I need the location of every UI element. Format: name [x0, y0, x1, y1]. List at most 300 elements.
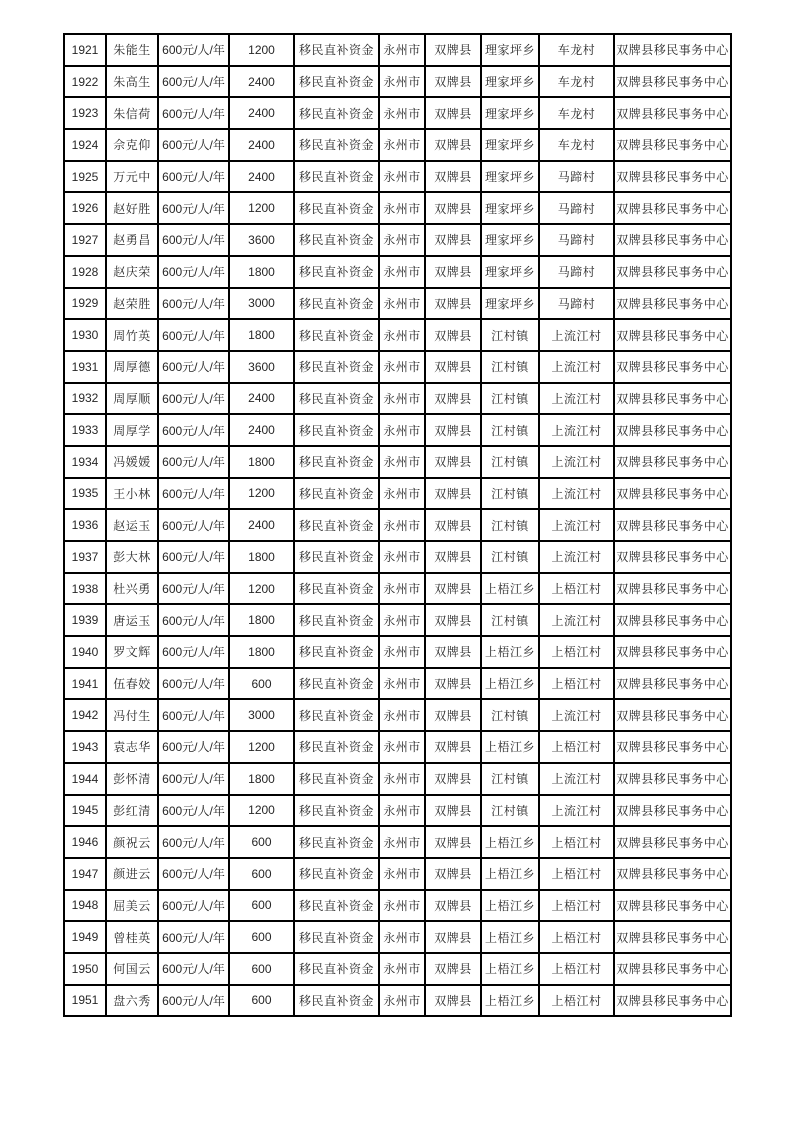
cell-city: 永州市: [379, 161, 425, 193]
table-row: [64, 351, 731, 383]
cell-person-name: 朱能生: [106, 34, 158, 66]
cell-serial-number: 1951: [64, 985, 106, 1017]
cell-person-name: 屈美云: [106, 890, 158, 922]
cell-city: 永州市: [379, 573, 425, 605]
cell-person-name: 彭怀清: [106, 763, 158, 795]
cell-subsidy-standard: 600元/人/年: [158, 668, 229, 700]
cell-village: 上流江村: [539, 604, 614, 636]
cell-serial-number: 1930: [64, 319, 106, 351]
cell-village: 马蹄村: [539, 192, 614, 224]
cell-subsidy-standard: 600元/人/年: [158, 288, 229, 320]
cell-serial-number: 1928: [64, 256, 106, 288]
cell-village: 上流江村: [539, 795, 614, 827]
cell-amount: 2400: [229, 414, 294, 446]
cell-fund-type: 移民直补资金: [294, 921, 379, 953]
cell-serial-number: 1943: [64, 731, 106, 763]
cell-agency: 双牌县移民事务中心: [614, 256, 731, 288]
cell-subsidy-standard: 600元/人/年: [158, 921, 229, 953]
cell-fund-type: 移民直补资金: [294, 795, 379, 827]
cell-serial-number: 1924: [64, 129, 106, 161]
cell-city: 永州市: [379, 604, 425, 636]
cell-city: 永州市: [379, 763, 425, 795]
cell-city: 永州市: [379, 414, 425, 446]
cell-city: 永州市: [379, 921, 425, 953]
cell-agency: 双牌县移民事务中心: [614, 288, 731, 320]
cell-serial-number: 1925: [64, 161, 106, 193]
cell-fund-type: 移民直补资金: [294, 636, 379, 668]
table-row: [64, 478, 731, 510]
cell-village: 马蹄村: [539, 161, 614, 193]
cell-township: 上梧江乡: [481, 858, 539, 890]
table-row: [64, 953, 731, 985]
cell-fund-type: 移民直补资金: [294, 383, 379, 415]
cell-amount: 1200: [229, 478, 294, 510]
cell-person-name: 唐运玉: [106, 604, 158, 636]
cell-person-name: 曾桂英: [106, 921, 158, 953]
cell-fund-type: 移民直补资金: [294, 256, 379, 288]
table-row: [64, 731, 731, 763]
cell-township: 上梧江乡: [481, 985, 539, 1017]
cell-agency: 双牌县移民事务中心: [614, 953, 731, 985]
cell-serial-number: 1934: [64, 446, 106, 478]
table-row: [64, 826, 731, 858]
cell-township: 江村镇: [481, 763, 539, 795]
cell-subsidy-standard: 600元/人/年: [158, 224, 229, 256]
cell-fund-type: 移民直补资金: [294, 509, 379, 541]
cell-village: 车龙村: [539, 129, 614, 161]
cell-person-name: 赵运玉: [106, 509, 158, 541]
cell-city: 永州市: [379, 636, 425, 668]
table-row: [64, 573, 731, 605]
cell-agency: 双牌县移民事务中心: [614, 573, 731, 605]
cell-county: 双牌县: [425, 129, 481, 161]
cell-person-name: 朱高生: [106, 66, 158, 98]
cell-serial-number: 1926: [64, 192, 106, 224]
cell-serial-number: 1923: [64, 97, 106, 129]
cell-agency: 双牌县移民事务中心: [614, 604, 731, 636]
cell-city: 永州市: [379, 826, 425, 858]
cell-city: 永州市: [379, 953, 425, 985]
cell-fund-type: 移民直补资金: [294, 129, 379, 161]
cell-amount: 1800: [229, 604, 294, 636]
cell-agency: 双牌县移民事务中心: [614, 668, 731, 700]
table-row: [64, 604, 731, 636]
cell-amount: 2400: [229, 509, 294, 541]
cell-city: 永州市: [379, 351, 425, 383]
cell-fund-type: 移民直补资金: [294, 161, 379, 193]
cell-fund-type: 移民直补资金: [294, 826, 379, 858]
cell-township: 上梧江乡: [481, 636, 539, 668]
table-row: [64, 636, 731, 668]
table-row: [64, 34, 731, 66]
cell-city: 永州市: [379, 890, 425, 922]
cell-county: 双牌县: [425, 858, 481, 890]
cell-subsidy-standard: 600元/人/年: [158, 509, 229, 541]
cell-county: 双牌县: [425, 161, 481, 193]
cell-township: 理家坪乡: [481, 34, 539, 66]
cell-serial-number: 1945: [64, 795, 106, 827]
cell-person-name: 佘克仰: [106, 129, 158, 161]
cell-serial-number: 1921: [64, 34, 106, 66]
cell-person-name: 颜祝云: [106, 826, 158, 858]
cell-township: 江村镇: [481, 699, 539, 731]
cell-amount: 1200: [229, 731, 294, 763]
cell-person-name: 周厚顺: [106, 383, 158, 415]
cell-agency: 双牌县移民事务中心: [614, 97, 731, 129]
cell-township: 江村镇: [481, 509, 539, 541]
cell-village: 上梧江村: [539, 921, 614, 953]
cell-person-name: 彭红清: [106, 795, 158, 827]
cell-county: 双牌县: [425, 192, 481, 224]
cell-county: 双牌县: [425, 795, 481, 827]
cell-serial-number: 1937: [64, 541, 106, 573]
table-row: [64, 985, 731, 1017]
cell-village: 马蹄村: [539, 256, 614, 288]
cell-township: 江村镇: [481, 351, 539, 383]
cell-township: 上梧江乡: [481, 953, 539, 985]
cell-township: 理家坪乡: [481, 97, 539, 129]
cell-village: 上流江村: [539, 446, 614, 478]
cell-amount: 3000: [229, 699, 294, 731]
cell-serial-number: 1946: [64, 826, 106, 858]
cell-serial-number: 1933: [64, 414, 106, 446]
cell-township: 江村镇: [481, 319, 539, 351]
cell-fund-type: 移民直补资金: [294, 668, 379, 700]
cell-township: 理家坪乡: [481, 129, 539, 161]
cell-fund-type: 移民直补资金: [294, 351, 379, 383]
cell-fund-type: 移民直补资金: [294, 97, 379, 129]
cell-subsidy-standard: 600元/人/年: [158, 383, 229, 415]
cell-village: 上流江村: [539, 478, 614, 510]
cell-agency: 双牌县移民事务中心: [614, 161, 731, 193]
cell-township: 上梧江乡: [481, 826, 539, 858]
cell-village: 上梧江村: [539, 731, 614, 763]
cell-amount: 2400: [229, 129, 294, 161]
table-row: [64, 921, 731, 953]
cell-city: 永州市: [379, 224, 425, 256]
cell-township: 江村镇: [481, 414, 539, 446]
cell-agency: 双牌县移民事务中心: [614, 66, 731, 98]
cell-township: 江村镇: [481, 383, 539, 415]
cell-person-name: 袁志华: [106, 731, 158, 763]
cell-county: 双牌县: [425, 351, 481, 383]
cell-subsidy-standard: 600元/人/年: [158, 66, 229, 98]
cell-fund-type: 移民直补资金: [294, 731, 379, 763]
table-row: [64, 668, 731, 700]
cell-subsidy-standard: 600元/人/年: [158, 858, 229, 890]
cell-county: 双牌县: [425, 668, 481, 700]
cell-subsidy-standard: 600元/人/年: [158, 953, 229, 985]
cell-city: 永州市: [379, 383, 425, 415]
table-row: [64, 129, 731, 161]
cell-township: 上梧江乡: [481, 573, 539, 605]
cell-person-name: 朱信荷: [106, 97, 158, 129]
cell-city: 永州市: [379, 541, 425, 573]
cell-person-name: 周厚学: [106, 414, 158, 446]
cell-fund-type: 移民直补资金: [294, 858, 379, 890]
cell-city: 永州市: [379, 34, 425, 66]
cell-county: 双牌县: [425, 224, 481, 256]
cell-amount: 600: [229, 985, 294, 1017]
cell-person-name: 冯媛媛: [106, 446, 158, 478]
cell-serial-number: 1939: [64, 604, 106, 636]
cell-fund-type: 移民直补资金: [294, 573, 379, 605]
cell-village: 车龙村: [539, 97, 614, 129]
cell-serial-number: 1949: [64, 921, 106, 953]
cell-person-name: 赵庆荣: [106, 256, 158, 288]
cell-amount: 2400: [229, 383, 294, 415]
cell-serial-number: 1927: [64, 224, 106, 256]
cell-fund-type: 移民直补资金: [294, 414, 379, 446]
cell-county: 双牌县: [425, 890, 481, 922]
cell-subsidy-standard: 600元/人/年: [158, 763, 229, 795]
cell-agency: 双牌县移民事务中心: [614, 192, 731, 224]
cell-subsidy-standard: 600元/人/年: [158, 826, 229, 858]
cell-village: 上梧江村: [539, 890, 614, 922]
cell-amount: 1800: [229, 636, 294, 668]
cell-county: 双牌县: [425, 383, 481, 415]
cell-city: 永州市: [379, 478, 425, 510]
cell-amount: 600: [229, 858, 294, 890]
cell-township: 江村镇: [481, 604, 539, 636]
cell-subsidy-standard: 600元/人/年: [158, 97, 229, 129]
cell-subsidy-standard: 600元/人/年: [158, 414, 229, 446]
table-row: [64, 192, 731, 224]
cell-person-name: 冯付生: [106, 699, 158, 731]
cell-county: 双牌县: [425, 541, 481, 573]
cell-fund-type: 移民直补资金: [294, 541, 379, 573]
cell-agency: 双牌县移民事务中心: [614, 858, 731, 890]
cell-county: 双牌县: [425, 34, 481, 66]
cell-amount: 1800: [229, 446, 294, 478]
cell-fund-type: 移民直补资金: [294, 953, 379, 985]
cell-county: 双牌县: [425, 97, 481, 129]
cell-fund-type: 移民直补资金: [294, 66, 379, 98]
cell-village: 上流江村: [539, 351, 614, 383]
subsidy-table: [63, 33, 732, 1017]
cell-village: 上流江村: [539, 509, 614, 541]
table-row: [64, 256, 731, 288]
cell-city: 永州市: [379, 66, 425, 98]
cell-agency: 双牌县移民事务中心: [614, 795, 731, 827]
table-row: [64, 509, 731, 541]
cell-person-name: 罗文辉: [106, 636, 158, 668]
cell-serial-number: 1940: [64, 636, 106, 668]
cell-serial-number: 1936: [64, 509, 106, 541]
table-row: [64, 97, 731, 129]
cell-person-name: 赵勇昌: [106, 224, 158, 256]
cell-county: 双牌县: [425, 763, 481, 795]
cell-township: 理家坪乡: [481, 66, 539, 98]
cell-village: 上梧江村: [539, 826, 614, 858]
cell-village: 上梧江村: [539, 858, 614, 890]
cell-person-name: 周厚德: [106, 351, 158, 383]
cell-city: 永州市: [379, 97, 425, 129]
cell-county: 双牌县: [425, 826, 481, 858]
table-row: [64, 383, 731, 415]
cell-subsidy-standard: 600元/人/年: [158, 890, 229, 922]
cell-serial-number: 1935: [64, 478, 106, 510]
cell-person-name: 周竹英: [106, 319, 158, 351]
cell-serial-number: 1947: [64, 858, 106, 890]
cell-agency: 双牌县移民事务中心: [614, 319, 731, 351]
cell-amount: 1200: [229, 34, 294, 66]
cell-person-name: 彭大林: [106, 541, 158, 573]
cell-township: 上梧江乡: [481, 921, 539, 953]
cell-city: 永州市: [379, 509, 425, 541]
cell-township: 理家坪乡: [481, 256, 539, 288]
cell-fund-type: 移民直补资金: [294, 319, 379, 351]
cell-village: 上梧江村: [539, 668, 614, 700]
cell-amount: 1200: [229, 573, 294, 605]
cell-subsidy-standard: 600元/人/年: [158, 985, 229, 1017]
cell-county: 双牌县: [425, 604, 481, 636]
cell-county: 双牌县: [425, 446, 481, 478]
cell-village: 上流江村: [539, 319, 614, 351]
cell-subsidy-standard: 600元/人/年: [158, 573, 229, 605]
cell-township: 上梧江乡: [481, 668, 539, 700]
cell-serial-number: 1941: [64, 668, 106, 700]
cell-agency: 双牌县移民事务中心: [614, 224, 731, 256]
cell-township: 江村镇: [481, 541, 539, 573]
cell-serial-number: 1948: [64, 890, 106, 922]
cell-county: 双牌县: [425, 573, 481, 605]
cell-fund-type: 移民直补资金: [294, 604, 379, 636]
cell-person-name: 万元中: [106, 161, 158, 193]
cell-agency: 双牌县移民事务中心: [614, 890, 731, 922]
cell-amount: 600: [229, 921, 294, 953]
cell-county: 双牌县: [425, 953, 481, 985]
cell-person-name: 杜兴勇: [106, 573, 158, 605]
cell-township: 江村镇: [481, 446, 539, 478]
cell-city: 永州市: [379, 446, 425, 478]
cell-serial-number: 1944: [64, 763, 106, 795]
cell-village: 上梧江村: [539, 953, 614, 985]
cell-township: 理家坪乡: [481, 161, 539, 193]
cell-township: 江村镇: [481, 795, 539, 827]
cell-fund-type: 移民直补资金: [294, 890, 379, 922]
cell-agency: 双牌县移民事务中心: [614, 636, 731, 668]
cell-subsidy-standard: 600元/人/年: [158, 541, 229, 573]
cell-subsidy-standard: 600元/人/年: [158, 161, 229, 193]
table-row: [64, 541, 731, 573]
table-row: [64, 795, 731, 827]
cell-amount: 1800: [229, 256, 294, 288]
cell-serial-number: 1931: [64, 351, 106, 383]
cell-subsidy-standard: 600元/人/年: [158, 192, 229, 224]
cell-city: 永州市: [379, 192, 425, 224]
cell-village: 上流江村: [539, 699, 614, 731]
cell-amount: 2400: [229, 66, 294, 98]
cell-amount: 600: [229, 826, 294, 858]
table-row: [64, 288, 731, 320]
cell-county: 双牌县: [425, 319, 481, 351]
cell-village: 上梧江村: [539, 985, 614, 1017]
cell-agency: 双牌县移民事务中心: [614, 129, 731, 161]
cell-agency: 双牌县移民事务中心: [614, 826, 731, 858]
cell-village: 上流江村: [539, 763, 614, 795]
cell-person-name: 王小林: [106, 478, 158, 510]
cell-amount: 600: [229, 890, 294, 922]
cell-fund-type: 移民直补资金: [294, 34, 379, 66]
cell-serial-number: 1922: [64, 66, 106, 98]
cell-fund-type: 移民直补资金: [294, 985, 379, 1017]
cell-city: 永州市: [379, 858, 425, 890]
cell-city: 永州市: [379, 731, 425, 763]
cell-fund-type: 移民直补资金: [294, 446, 379, 478]
cell-village: 车龙村: [539, 34, 614, 66]
cell-amount: 600: [229, 953, 294, 985]
cell-subsidy-standard: 600元/人/年: [158, 256, 229, 288]
cell-amount: 1800: [229, 763, 294, 795]
cell-county: 双牌县: [425, 509, 481, 541]
cell-person-name: 颜进云: [106, 858, 158, 890]
cell-city: 永州市: [379, 319, 425, 351]
table-row: [64, 763, 731, 795]
cell-township: 江村镇: [481, 478, 539, 510]
cell-person-name: 伍春姣: [106, 668, 158, 700]
cell-township: 理家坪乡: [481, 224, 539, 256]
cell-county: 双牌县: [425, 256, 481, 288]
cell-village: 上梧江村: [539, 636, 614, 668]
cell-serial-number: 1929: [64, 288, 106, 320]
cell-serial-number: 1950: [64, 953, 106, 985]
cell-amount: 3000: [229, 288, 294, 320]
cell-amount: 1200: [229, 795, 294, 827]
cell-village: 上梧江村: [539, 573, 614, 605]
cell-amount: 600: [229, 668, 294, 700]
cell-city: 永州市: [379, 668, 425, 700]
cell-agency: 双牌县移民事务中心: [614, 763, 731, 795]
cell-township: 上梧江乡: [481, 890, 539, 922]
cell-fund-type: 移民直补资金: [294, 699, 379, 731]
cell-city: 永州市: [379, 985, 425, 1017]
table-row: [64, 858, 731, 890]
cell-subsidy-standard: 600元/人/年: [158, 636, 229, 668]
cell-county: 双牌县: [425, 478, 481, 510]
cell-city: 永州市: [379, 256, 425, 288]
table-row: [64, 161, 731, 193]
cell-county: 双牌县: [425, 699, 481, 731]
cell-agency: 双牌县移民事务中心: [614, 985, 731, 1017]
cell-agency: 双牌县移民事务中心: [614, 351, 731, 383]
cell-county: 双牌县: [425, 636, 481, 668]
cell-fund-type: 移民直补资金: [294, 288, 379, 320]
table-row: [64, 414, 731, 446]
table-row: [64, 319, 731, 351]
cell-village: 上流江村: [539, 383, 614, 415]
cell-county: 双牌县: [425, 414, 481, 446]
cell-village: 马蹄村: [539, 288, 614, 320]
cell-village: 车龙村: [539, 66, 614, 98]
cell-city: 永州市: [379, 699, 425, 731]
table-row: [64, 890, 731, 922]
cell-subsidy-standard: 600元/人/年: [158, 34, 229, 66]
cell-township: 上梧江乡: [481, 731, 539, 763]
cell-fund-type: 移民直补资金: [294, 192, 379, 224]
cell-subsidy-standard: 600元/人/年: [158, 319, 229, 351]
cell-village: 马蹄村: [539, 224, 614, 256]
cell-agency: 双牌县移民事务中心: [614, 541, 731, 573]
cell-amount: 1800: [229, 319, 294, 351]
cell-agency: 双牌县移民事务中心: [614, 921, 731, 953]
cell-agency: 双牌县移民事务中心: [614, 446, 731, 478]
table-body: [64, 34, 731, 1016]
cell-subsidy-standard: 600元/人/年: [158, 446, 229, 478]
cell-agency: 双牌县移民事务中心: [614, 478, 731, 510]
cell-subsidy-standard: 600元/人/年: [158, 351, 229, 383]
cell-subsidy-standard: 600元/人/年: [158, 795, 229, 827]
